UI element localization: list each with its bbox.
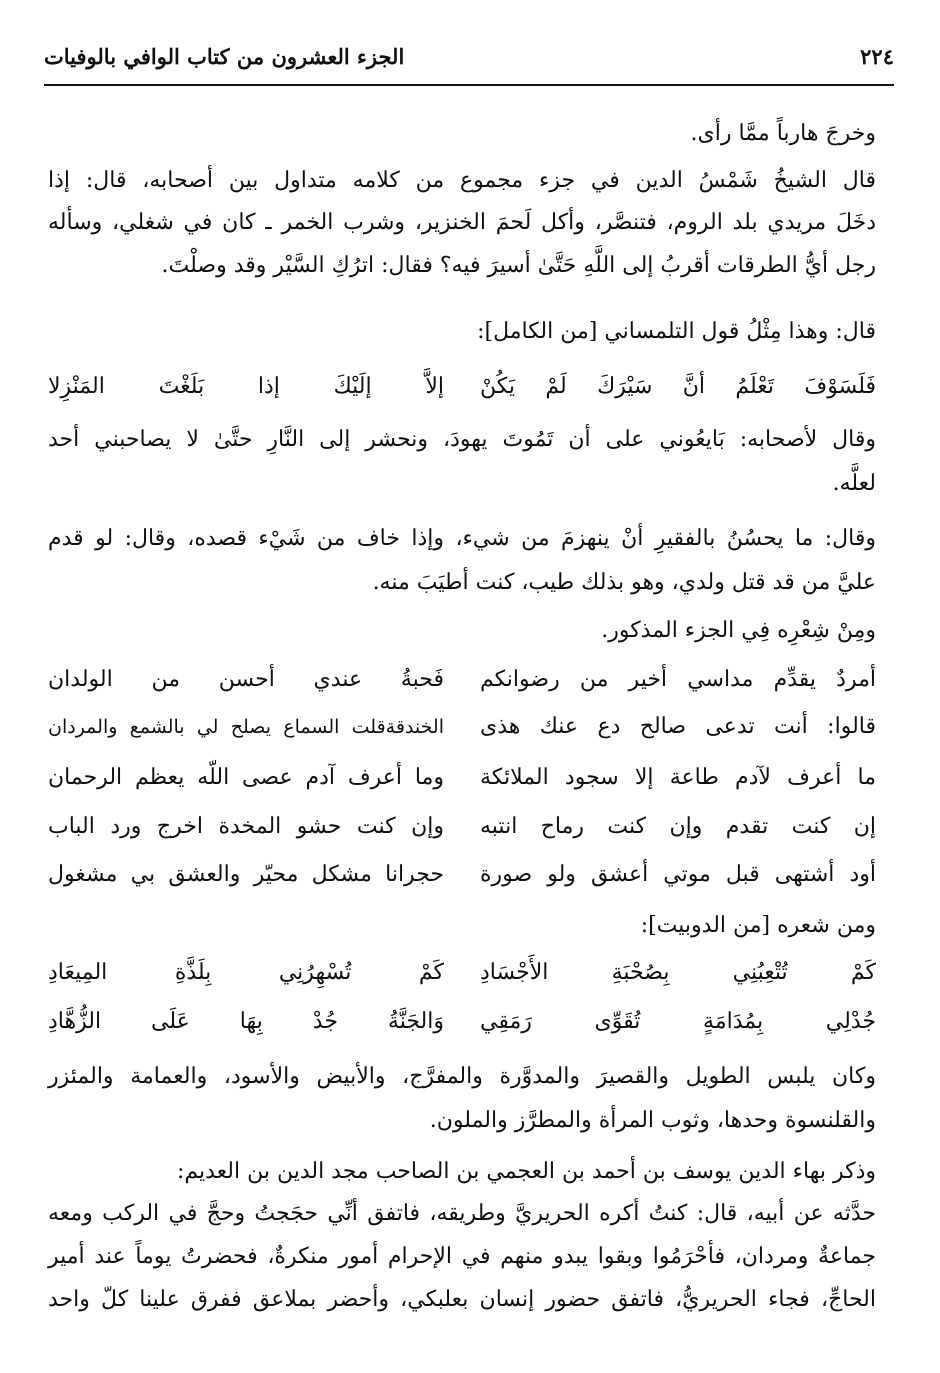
text-line: جماعةٌ ومردان، فأحْرَمُوا وبقوا يبدو منهم في الإحرام أمور منكرةٌ، فحضرتُ يوماً عند أمير (48, 1244, 876, 1269)
text-line: والقلنسوة وحدها، وثوب المرأة والمطرَّز والملون. (429, 1108, 876, 1133)
text-line: ومِنْ شِعْرِه فِي الجزء المذكور. (601, 618, 876, 643)
verse-second-hemistich: حجرانا مشكل محيّر والعشق بي مشغول (48, 862, 444, 887)
verse-line (48, 1007, 876, 1037)
verse-line (48, 860, 876, 890)
text-line: وخرجَ هارباً ممَّا رأى. (690, 121, 876, 146)
verse-second-hemistich: كَمْ تُسْهِرُنِي بِلَذَّةِ المِيعَادِ (48, 960, 444, 985)
header-rule (44, 84, 894, 86)
text-line: رجل أيُّ الطرقات أقربُ إلى اللَّهِ حَتَّىٰ أسيرَ فيه؟ فقال: اترُكِ السَّيْر وقد وصلْتَ. (161, 253, 876, 278)
verse-first-hemistich: ما أعرف لآدم طاعة إلا سجود الملائكة (480, 765, 876, 790)
text-line: وقال لأصحابه: بَايعُوني على أن تَمُوتَ يهودَ، ونحشر إلى النَّارِ حتَّىٰ لا يصاحبني أحد (48, 427, 876, 452)
verse-first-hemistich: أود أشتهى قبل موتي أعشق ولو صورة (480, 862, 876, 887)
verse-line (48, 812, 876, 842)
verse-line (48, 712, 876, 742)
text-line: ومن شعره [من الدوبيت]: (640, 913, 876, 938)
verse-second-hemistich: فَحبةُ عندي أحسن من الولدان (48, 667, 444, 692)
text-line: لعلَّه. (832, 471, 876, 496)
verse-first-hemistich: إن كنت تقدم وإن كنت رماح انتبه (480, 814, 876, 839)
verse-first-hemistich: أمردٌ يقدِّم مداسي أخير من رضوانكم (480, 667, 876, 692)
page-number: ٢٢٤ (860, 43, 894, 69)
verse-second-hemistich: وما أعرف آدم عصى اللّه يعظم الرحمان (48, 765, 444, 790)
verse-line (48, 763, 876, 793)
verse-line (48, 372, 876, 402)
text-line: قال: وهذا مِثْلُ قول التلمساني [من الكامل]: (477, 319, 876, 344)
verse-second-hemistich: الخندقةقلت السماع يصلح لي بالشمع والمردان (48, 716, 444, 738)
verse-line (48, 665, 876, 695)
text-line: قال الشيخُ شَمْسُ الدين في جزء مجموع من كلامه متداول بين أصحابه، قال: إذا (48, 168, 876, 193)
text-line: حدَّثه عن أبيه، قال: كنتُ أكره الحريريَّ وطريقه، فاتفق أنِّي حجَجتُ وحجَّ في الركب ومعه (48, 1201, 876, 1226)
verse-first-hemistich: قالوا: أنت تدعى صالح دع عنك هذى (480, 714, 876, 739)
verse-first-hemistich: كَمْ تُتْعِبُنِي بِصُحْبَةِ الأَجْسَادِ (480, 960, 876, 985)
page-header (44, 34, 894, 78)
text-line: الحاجِّ، فجاء الحريريُّ، فاتفق حضور إنسان بعلبكي، وأحضر بملاعق ففرق علينا كلّ واحد (48, 1287, 876, 1312)
verse-first-hemistich: فَلَسَوْفَ تَعْلَمُ أنَّ سَيْرَكَ لَمْ يَكُنْ (480, 374, 876, 399)
text-line: دخَلَ مريدي بلد الروم، فتنصَّر، وأكل لَحمَ الخنزير، وشرب الخمر ـ كان في شغلي، وسأله (48, 210, 876, 235)
verse-first-hemistich: جُدْلِي بِمُدَامَةٍ تُقَوِّى رَمَقِي (480, 1009, 876, 1034)
verse-line (48, 958, 876, 988)
text-line: وقال: ما يحسُنُ بالفقيرِ أنْ ينهزمَ من شيء، وإذا خاف من شَيْء قصده، وقال: لو قدم (48, 526, 876, 551)
verse-second-hemistich: وَالجَنَّةُ جُدْ بِهَا عَلَى الزُّهَّادِ (48, 1009, 444, 1034)
verse-second-hemistich: وإن كنت حشو المخدة اخرج ورد الباب (48, 814, 444, 839)
text-line: وكان يلبس الطويل والقصيرَ والمدوَّرة والمفرَّج، والأبيض والأسود، والعمامة والمئزر (48, 1064, 876, 1089)
text-line: عليَّ من قد قتل ولدي، وهو بذلك طيب، كنت أطيَبَ منه. (372, 570, 876, 595)
text-line: وذكر بهاء الدين يوسف بن أحمد بن العجمي بن الصاحب مجد الدين بن العديم: (176, 1159, 876, 1184)
running-title: الجزء العشرون من كتاب الوافي بالوفيات (44, 43, 405, 69)
verse-second-hemistich: إلاَّ إلَيْكَ إذا بَلَغْتَ المَنْزِلا (48, 374, 444, 399)
